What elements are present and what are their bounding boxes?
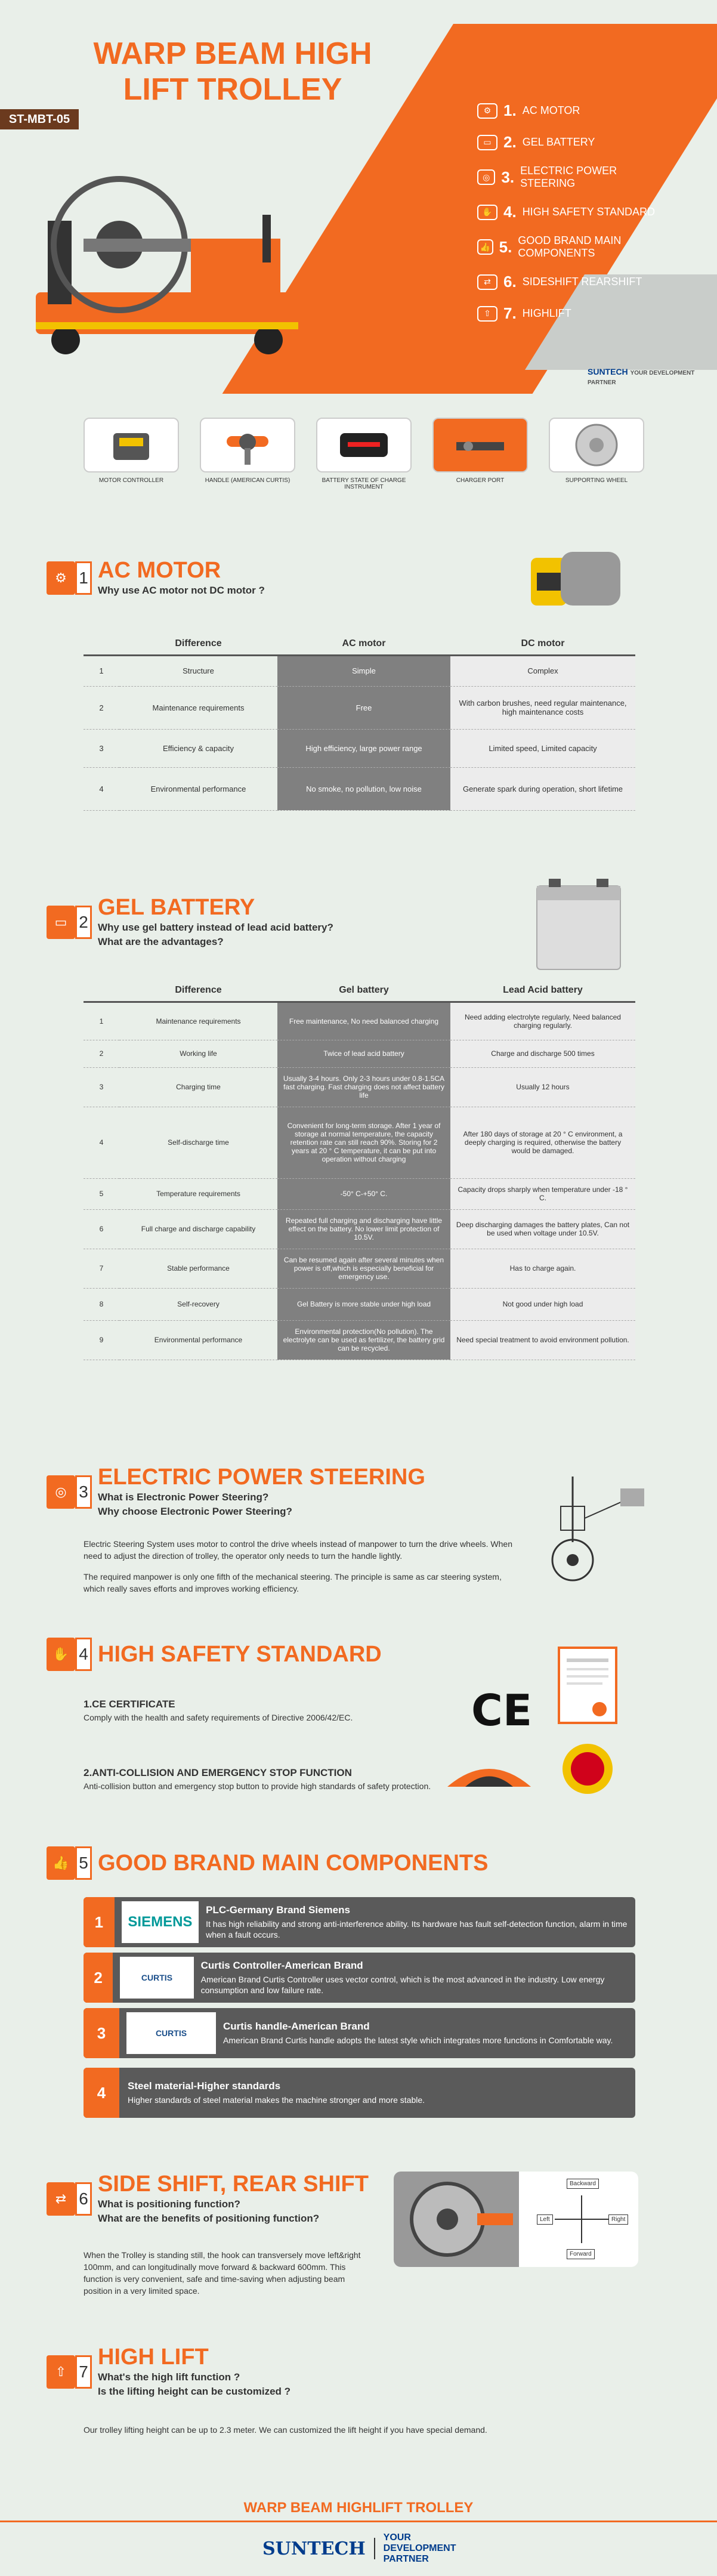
part-item: BATTERY STATE OF CHARGE INSTRUMENT [316,418,412,490]
footer-brand-logo: SUNTECH YOUR DEVELOPMENT PARTNER [262,2532,456,2564]
safety-item-anticollision: 2.ANTI-COLLISION AND EMERGENCY STOP FUNCTION Anti-collision button and emergency stop button to provide high standards of safety protection. [84,1767,431,1791]
steering-icon: ◎ [477,169,495,185]
shift-icon: ⇄ [477,274,497,290]
table-header: Gel battery [277,980,450,1002]
thumbs-up-icon: 👍 [47,1846,75,1880]
brand-card: 4 Steel material-Higher standards Higher standards of steel material makes the machine stronger and more stable. [84,2068,635,2118]
shift-icon: ⇄ [47,2182,75,2216]
section-number: 1 [75,561,92,595]
section-header-highlift [47,2345,290,2399]
feature-item: 👍 5. GOOD BRAND MAIN COMPONENTS [477,234,656,260]
table-row: 9 Environmental performance Environmental protection(No pollution). The electrolyte can be used as fertilizer, the battery grid can be recycled. Need special treatment to avoid environment pollution. [84,1320,635,1360]
section-subtitle: What is positioning function? [98,2198,240,2210]
steering-icon: ◎ [47,1475,75,1509]
battery-icon: ▭ [477,135,497,150]
ce-certificate-image [558,1647,617,1724]
table-header: AC motor [277,634,450,655]
ac-motor-icon: ⚙ [47,561,75,595]
section-title: GEL BATTERY [98,895,255,920]
charger-port-image [432,418,528,472]
part-item: CHARGER PORT [432,418,528,490]
section-subtitle: What are the advantages? [98,936,224,947]
steering-paragraph-1: Electric Steering System uses motor to control the drive wheels instead of manpower to turn the drive wheels. When need to adjust the direction of trolley, the operator only needs to turn the handle lightly. [84,1539,513,1561]
feature-item: ⚙ 1. AC MOTOR [477,101,656,120]
feature-item: ◎ 3. ELECTRIC POWER STEERING [477,165,656,190]
table-row: 6 Full charge and discharge capability Repeated full charging and discharging have little effect on the battery. No lower limit protection of 10.5V. Deep discharging damages the battery plates, Can not be used when voltage under 10.5V. [84,1209,635,1249]
section-subtitle: Why choose Electronic Power Steering? [98,1506,292,1517]
safety-icon: ✋ [47,1638,75,1671]
battery-instrument-image [316,418,412,472]
feature-item: ▭ 2. GEL BATTERY [477,133,656,152]
trolley-illustration [12,143,322,382]
section-header-shift [47,2172,369,2226]
gel-battery-table [84,980,635,1360]
emergency-stop-button-image [561,1742,614,1796]
table-row: 1 Maintenance requirements Free maintenance, No need balanced charging Need adding electrolyte regularly, Need balanced charging regularly. [84,1002,635,1040]
thumbs-up-icon: 👍 [477,239,493,255]
section-title: HIGH SAFETY STANDARD [98,1641,382,1667]
section-number: 3 [75,1475,92,1509]
table-row: 3 Charging time Usually 3-4 hours. Only 2-3 hours under 0.8-1.5CA fast charging. Fast charging does not affect battery life Usually 12 hours [84,1067,635,1107]
ac-motor-icon: ⚙ [477,103,497,119]
table-header: Lead Acid battery [450,980,635,1002]
header-brand-logo: SUNTECH YOUR DEVELOPMENT PARTNER [588,367,695,386]
section-title: HIGH LIFT [98,2345,209,2370]
direction-backward: Backward [567,2179,599,2189]
table-row: 1 Structure Simple Complex [84,655,635,686]
direction-left: Left [537,2214,553,2225]
curtis-logo: CURTIS [126,2012,216,2054]
section-number: 5 [75,1846,92,1880]
section-header-gel-battery [47,895,333,949]
shift-diagram [394,2172,638,2267]
direction-right: Right [608,2214,628,2225]
section-subtitle: Why use AC motor not DC motor ? [98,585,265,596]
section-number: 4 [75,1638,92,1671]
curtis-logo: CURTIS [120,1957,193,1999]
steering-paragraph-2: The required manpower is only one fifth of the mechanical steering. The principle is same as car steering system, which really saves efforts and improves working efficiency. [84,1572,502,1593]
table-row: 2 Working life Twice of lead acid battery Charge and discharge 500 times [84,1040,635,1067]
table-row: 7 Stable performance Can be resumed again after several minutes when power is off,which is especially beneficial for emergency use. Has to charge again. [84,1249,635,1288]
footer-divider [0,2521,717,2522]
brand-card: 2 CURTIS Curtis Controller-American Brand American Brand Curtis Controller uses vector control, which is the most advanced in the industry. Low energy consumption and low failure rate. [84,1953,635,2003]
section-title: ELECTRIC POWER STEERING [98,1465,425,1490]
supporting-wheel-image [549,418,644,472]
table-header: Difference [119,980,277,1002]
part-item: HANDLE (AMERICAN CURTIS) [200,418,295,490]
handle-image [200,418,295,472]
footer-title: WARP BEAM HIGHLIFT TROLLEY [243,2500,474,2516]
section-title: SIDE SHIFT, REAR SHIFT [98,2172,369,2197]
feature-item: ✋ 4. HIGH SAFETY STANDARD [477,203,656,221]
section-subtitle: What is Electronic Power Steering? [98,1491,269,1503]
table-row: 2 Maintenance requirements Free With carbon brushes, need regular maintenance, high maintenance costs [84,686,635,729]
ce-mark-icon: CE [471,1685,533,1735]
model-badge: ST-MBT-05 [0,109,79,129]
section-subtitle: What are the benefits of positioning function? [98,2213,320,2224]
steering-diagram-image [525,1471,650,1584]
hook-image [394,2172,519,2267]
table-header: Difference [119,634,277,655]
table-row: 4 Environmental performance No smoke, no pollution, low noise Generate spark during operation, short lifetime [84,767,635,810]
brand-card: 3 CURTIS Curtis handle-American Brand American Brand Curtis handle adopts the latest style which integrates more functions in Comfortable way. [84,2008,635,2058]
table-row: 3 Efficiency & capacity High efficiency, large power range Limited speed, Limited capacity [84,729,635,767]
section-number: 7 [75,2355,92,2389]
battery-icon: ▭ [47,906,75,939]
lift-icon: ⇧ [477,306,497,322]
gel-battery-image [531,868,626,975]
section-header-safety [47,1638,382,1671]
anti-collision-button-image [441,1751,537,1799]
table-row: 5 Temperature requirements -50° C-+50° C. Capacity drops sharply when temperature under -18 ° C. [84,1178,635,1209]
motor-controller-image [84,418,179,472]
direction-pad [519,2172,638,2267]
safety-icon: ✋ [477,205,497,220]
cross-arrows-icon [555,2195,608,2243]
lift-icon: ⇧ [47,2355,75,2389]
ac-motor-image [525,540,632,617]
section-title: AC MOTOR [98,558,221,583]
section-subtitle: What's the high lift function ? [98,2371,240,2383]
parts-row [84,418,644,490]
direction-forward: Forward [567,2249,595,2259]
table-row: 8 Self-recovery Gel Battery is more stable under high load Not good under high load [84,1288,635,1320]
feature-item: ⇄ 6. SIDESHIFT REARSHIFT [477,273,656,291]
feature-list [477,101,656,336]
brand-card: 1 SIEMENS PLC-Germany Brand Siemens It has high reliability and strong anti-interference ability. Its hardware has fault self-detection function, alarm in time when a fault occurs. [84,1897,635,1947]
section-title: GOOD BRAND MAIN COMPONENTS [98,1850,489,1876]
section-subtitle: Is the lifting height can be customized ? [98,2386,291,2397]
section-number: 6 [75,2182,92,2216]
part-item: MOTOR CONTROLLER [84,418,179,490]
section-header-brands [47,1846,488,1880]
part-item: SUPPORTING WHEEL [549,418,644,490]
siemens-logo: SIEMENS [122,1901,199,1943]
feature-item: ⇧ 7. HIGHLIFT [477,304,656,323]
section-header-ac-motor [47,558,265,598]
page-title: WARP BEAM HIGH LIFT TROLLEY [93,36,372,107]
table-header: DC motor [450,634,635,655]
shift-paragraph: When the Trolley is standing still, the hook can transversely move left&right 100mm, and can longitudinally move forward & backward 600mm. This function is very convenient, safe and time-saving when adjusting beam position in a very limited space. [84,2250,361,2296]
section-number: 2 [75,906,92,939]
table-row: 4 Self-discharge time Convenient for long-term storage. After 1 year of storage at normal temperature, the capacity retention rate can still reach 90%. Storing for 2 years at 20 ° C temperature, it can be put into operation without charging After 180 days of storage at 20 ° C environment, a deeply charging is required, otherwise the battery would be damaged. [84,1107,635,1178]
highlift-paragraph: Our trolley lifting height can be up to 2.3 meter. We can customized the lift height if you have special demand. [84,2425,487,2435]
section-header-steering [47,1465,425,1519]
safety-item-ce: 1.CE CERTIFICATE Comply with the health and safety requirements of Directive 2006/42/EC. [84,1698,353,1722]
ac-motor-table [84,634,635,811]
section-subtitle: Why use gel battery instead of lead acid battery? [98,922,333,933]
